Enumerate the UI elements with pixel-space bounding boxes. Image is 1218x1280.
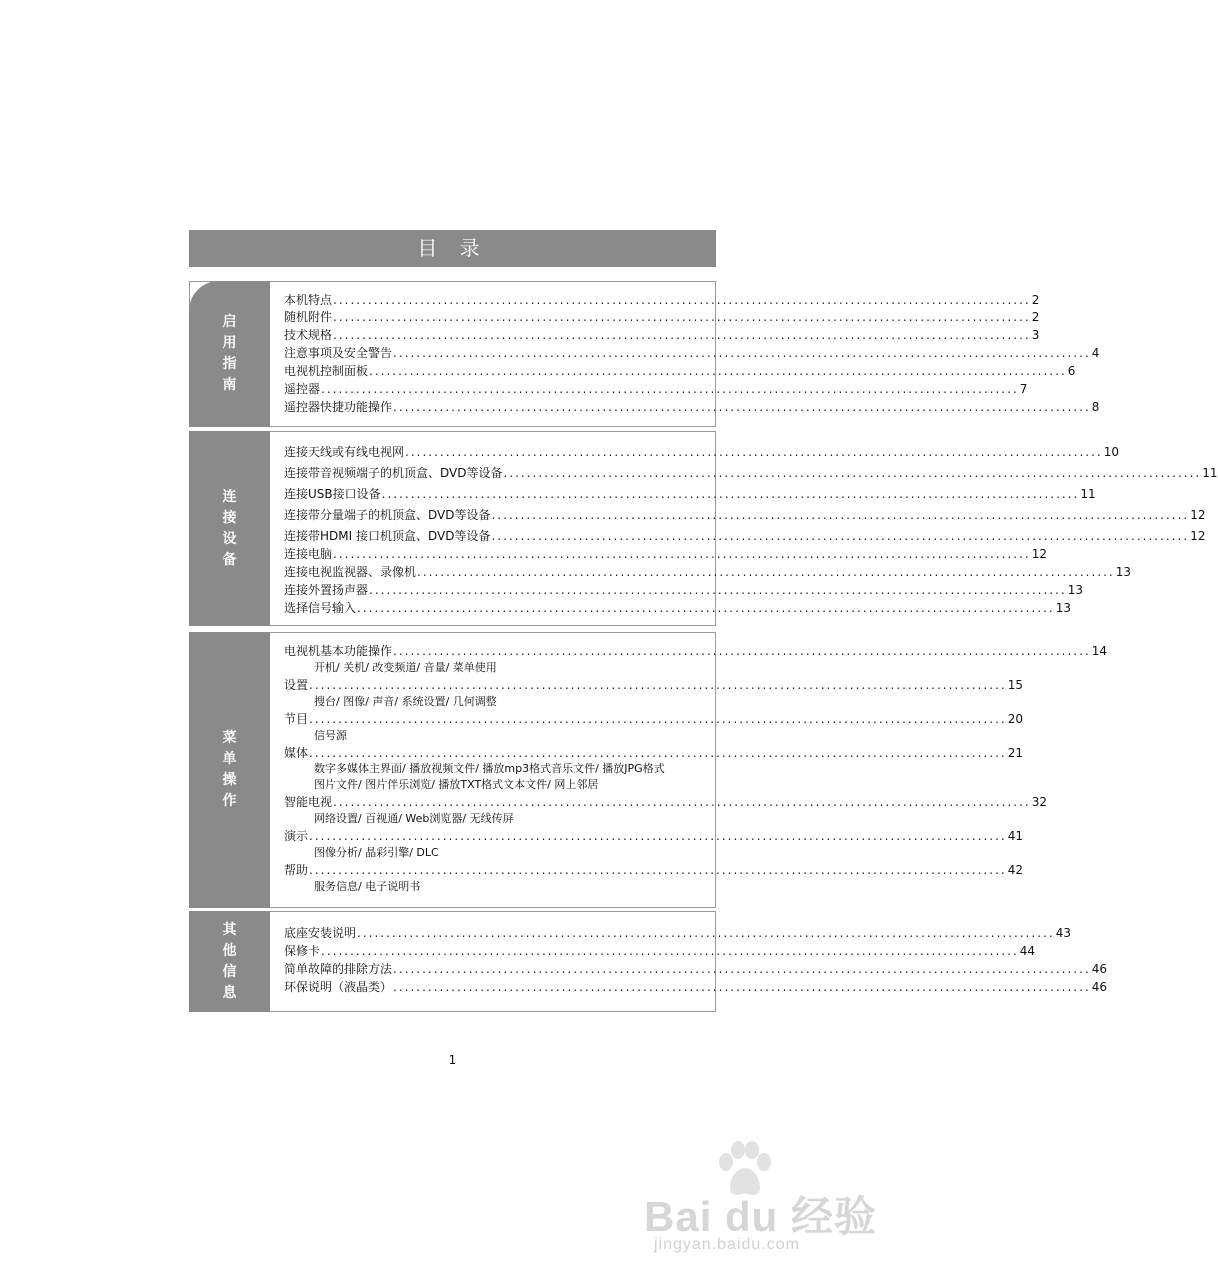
entry-page: 12 <box>1031 547 1048 561</box>
entry-subitems: 开机/ 关机/ 改变频道/ 音量/ 菜单使用 <box>314 661 497 674</box>
entry-label: 连接USB接口设备 <box>284 487 381 501</box>
entry-label: 演示 <box>284 829 309 843</box>
toc-entry[interactable]: 电视机控制面板 ........................................................................................................................ 6 <box>284 364 1076 378</box>
entry-page: 20 <box>1007 712 1024 726</box>
entry-label: 连接带分量端子的机顶盒、DVD等设备 <box>284 508 491 522</box>
entry-page: 11 <box>1080 487 1096 501</box>
toc-entry[interactable]: 遥控器 ........................................................................................................................ 7 <box>284 382 1028 396</box>
entry-label: 遥控器快捷功能操作 <box>284 400 393 414</box>
entry-page: 32 <box>1031 795 1048 809</box>
toc-entry[interactable]: 电视机基本功能操作 ........................................................................................................................ 14 <box>284 644 1108 658</box>
section-label: 启用指南 <box>222 314 237 393</box>
toc-entry[interactable]: 保修卡 ........................................................................................................................ 44 <box>284 944 1036 958</box>
toc-entry[interactable]: 连接电脑 ........................................................................................................................ 12 <box>284 547 1048 561</box>
entry-label: 帮助 <box>284 863 309 877</box>
section-tab <box>189 911 270 1012</box>
toc-entry[interactable]: 遥控器快捷功能操作 ........................................................................................................................ 8 <box>284 400 1100 414</box>
entry-subitems: 图像分析/ 晶彩引擎/ DLC <box>314 846 439 859</box>
entry-label: 选择信号输入 <box>284 601 357 615</box>
toc-entry[interactable]: 本机特点 ........................................................................................................................ 2 <box>284 293 1040 307</box>
entry-page: 42 <box>1007 863 1024 877</box>
entry-page: 12 <box>1190 529 1206 543</box>
page-number: 1 <box>448 1053 457 1067</box>
entry-subitems: 数字多媒体主界面/ 播放视频文件/ 播放mp3格式音乐文件/ 播放JPG格式 <box>314 762 665 775</box>
section-label: 其他信息 <box>222 921 237 1001</box>
toc-entry[interactable]: 注意事项及安全警告 ........................................................................................................................ 4 <box>284 346 1100 360</box>
toc-entry[interactable]: 演示 ........................................................................................................................ 41 <box>284 829 1024 843</box>
toc-entry[interactable]: 环保说明（液晶类） ........................................................................................................................ 46 <box>284 980 1108 994</box>
entry-label: 环保说明（液晶类） <box>284 980 393 994</box>
entry-page: 13 <box>1067 583 1084 597</box>
entry-subitems: 服务信息/ 电子说明书 <box>314 880 421 893</box>
section-tab <box>189 632 270 908</box>
entry-label: 连接电脑 <box>284 547 333 561</box>
toc-entry[interactable]: 连接天线或有线电视网 ........................................................................................................................ 10 <box>284 445 1120 459</box>
entry-label: 电视机控制面板 <box>284 364 369 378</box>
toc-entry[interactable]: 底座安装说明 ........................................................................................................................ 43 <box>284 926 1072 940</box>
entry-label: 连接带音视频端子的机顶盒、DVD等设备 <box>284 466 503 480</box>
entry-page: 21 <box>1007 746 1024 760</box>
entry-page: 7 <box>1019 382 1028 396</box>
entry-label: 保修卡 <box>284 944 321 958</box>
toc-entry[interactable]: 帮助 ........................................................................................................................ 42 <box>284 863 1024 877</box>
toc-entry[interactable]: 简单故障的排除方法 ........................................................................................................................ 46 <box>284 962 1108 976</box>
entry-label: 连接带HDMI 接口机顶盒、DVD等设备 <box>284 529 491 543</box>
entry-page: 2 <box>1031 310 1040 324</box>
toc-title: 目 录 <box>189 230 716 267</box>
toc-entry[interactable]: 连接带音视频端子的机顶盒、DVD等设备 ........................................................................................................................ 11 <box>284 466 1218 480</box>
entry-label: 媒体 <box>284 746 309 760</box>
entry-page: 46 <box>1091 980 1108 994</box>
entry-page: 4 <box>1091 346 1100 360</box>
toc-entry[interactable]: 选择信号输入 ........................................................................................................................ 13 <box>284 601 1072 615</box>
entry-page: 44 <box>1019 944 1036 958</box>
entry-label: 简单故障的排除方法 <box>284 962 393 976</box>
section-getting-started <box>189 281 1100 427</box>
entry-page: 12 <box>1190 508 1206 522</box>
entry-subitems: 搜台/ 图像/ 声音/ 系统设置/ 几何调整 <box>314 695 497 708</box>
entry-label: 节目 <box>284 712 309 726</box>
entry-label: 设置 <box>284 678 309 692</box>
entry-label: 技术规格 <box>284 328 333 342</box>
toc-entry[interactable]: 连接外置扬声器 ........................................................................................................................ 13 <box>284 583 1084 597</box>
section-connect-devices <box>189 431 1218 626</box>
section-label: 菜单操作 <box>222 730 237 809</box>
toc-entry[interactable]: 智能电视 ........................................................................................................................ 32 <box>284 795 1048 809</box>
entry-label: 连接天线或有线电视网 <box>284 445 405 459</box>
entry-label: 电视机基本功能操作 <box>284 644 393 658</box>
entry-label: 遥控器 <box>284 382 321 396</box>
entry-label: 注意事项及安全警告 <box>284 346 393 360</box>
toc-entry[interactable]: 设置 ........................................................................................................................ 15 <box>284 678 1024 692</box>
entry-page: 46 <box>1091 962 1108 976</box>
entry-page: 13 <box>1055 601 1072 615</box>
entry-label: 连接外置扬声器 <box>284 583 369 597</box>
entry-label: 底座安装说明 <box>284 926 357 940</box>
entry-page: 2 <box>1031 293 1040 307</box>
entry-subitems: 网络设置/ 百视通/ Web浏览器/ 无线传屏 <box>314 812 514 825</box>
entry-label: 智能电视 <box>284 795 333 809</box>
entry-subitems: 信号源 <box>314 729 347 742</box>
entry-subitems: 图片文件/ 图片伴乐浏览/ 播放TXT格式文本文件/ 网上邻居 <box>314 778 599 791</box>
toc-entry[interactable]: 连接带分量端子的机顶盒、DVD等设备 ........................................................................................................................ 12 <box>284 508 1206 522</box>
entry-page: 14 <box>1091 644 1108 658</box>
entry-label: 随机附件 <box>284 310 333 324</box>
watermark-url: jingyan.baidu.com <box>654 1236 800 1253</box>
baidu-watermark <box>640 1140 880 1270</box>
section-other-info <box>189 911 1108 1012</box>
entry-page: 15 <box>1007 678 1024 692</box>
section-tab <box>189 281 270 427</box>
entry-page: 10 <box>1103 445 1120 459</box>
entry-page: 11 <box>1202 466 1218 480</box>
section-tab <box>189 431 270 626</box>
toc-entry[interactable]: 节目 ........................................................................................................................ 20 <box>284 712 1024 726</box>
entry-page: 6 <box>1067 364 1076 378</box>
section-label: 连接设备 <box>222 488 237 568</box>
entry-page: 8 <box>1091 400 1100 414</box>
toc-entry[interactable]: 媒体 ........................................................................................................................ 21 <box>284 746 1024 760</box>
toc-entry[interactable]: 技术规格 ........................................................................................................................ 3 <box>284 328 1040 342</box>
entry-label: 本机特点 <box>284 293 333 307</box>
section-menu-operation <box>189 632 1108 908</box>
toc-entry[interactable]: 连接USB接口设备 ........................................................................................................................ 11 <box>284 487 1096 501</box>
entry-page: 43 <box>1055 926 1072 940</box>
entry-page: 41 <box>1007 829 1024 843</box>
watermark-brand: Bai du 经验 <box>644 1193 878 1240</box>
entry-page: 13 <box>1115 565 1132 579</box>
toc-entry[interactable]: 连接电视监视器、录像机 ........................................................................................................................ 13 <box>284 565 1132 579</box>
toc-entry[interactable]: 随机附件 ........................................................................................................................ 2 <box>284 310 1040 324</box>
toc-entry[interactable]: 连接带HDMI 接口机顶盒、DVD等设备 ........................................................................................................................ 12 <box>284 529 1206 543</box>
entry-label: 连接电视监视器、录像机 <box>284 565 417 579</box>
entry-page: 3 <box>1031 328 1040 342</box>
